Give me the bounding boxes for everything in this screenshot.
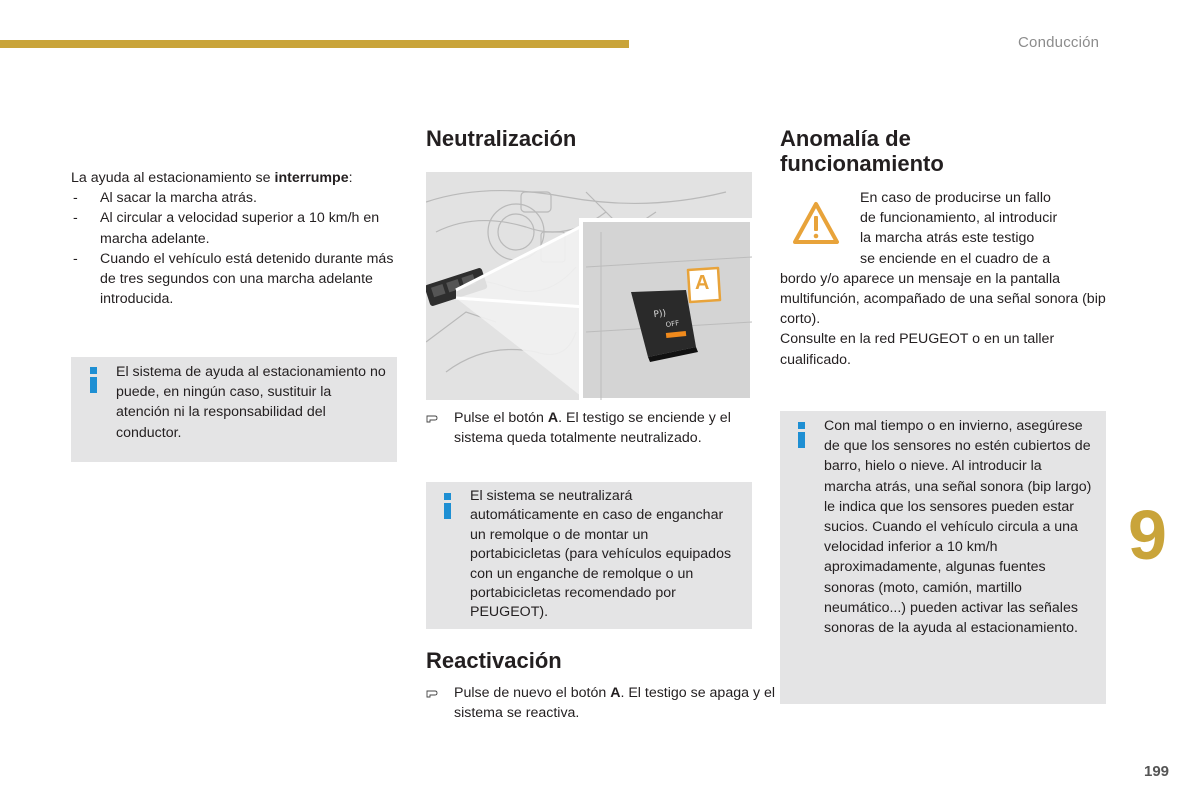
info-icon [798, 422, 806, 448]
running-header: Conducción [1018, 34, 1100, 51]
dashboard-illustration [426, 172, 752, 400]
svg-text:OFF: OFF [665, 319, 680, 329]
info-box-sensors [780, 411, 1106, 704]
info-box-auto-neutralization [426, 482, 752, 629]
header-accent-bar [0, 40, 629, 48]
list-item: - Al sacar la marcha atrás. [71, 188, 401, 208]
interruption-list [71, 188, 401, 309]
malfunction-text: En caso de producirse un fallo de funcionamiento, al introducir la marcha atrás este testigo se enciende en el cuadro de a bordo y/o aparece un mensaje en la pantalla multifunción, acompañado de una señal sonora (bip corto). Consulte en la red PEUGEOT o en un taller cualificado. [780, 190, 1106, 368]
column-interruption [71, 168, 401, 309]
page-number: 199 [1144, 763, 1170, 780]
info-icon [444, 493, 452, 519]
column-malfunction [780, 126, 1110, 176]
chapter-number: 9 [1128, 496, 1167, 574]
section-title-neutralizacion: Neutralización [426, 126, 577, 151]
info-text: El sistema de ayuda al estacionamiento no puede, en ningún caso, sustituir la atención ni la responsabilidad del conductor. [116, 364, 386, 441]
column-neutralization [426, 126, 756, 151]
interruption-intro: La ayuda al estacionamiento se interrumpe: [71, 170, 353, 186]
pointing-hand-icon [426, 412, 440, 424]
list-item: - Al circular a velocidad superior a 10 km/h en marcha adelante. [71, 208, 401, 248]
callout-label-a: A [695, 272, 710, 294]
pointing-hand-icon [426, 687, 440, 699]
info-text: El sistema se neutralizará automáticamente en caso de enganchar un remolque o de montar un portabicicletas (para vehículos equipados con un enganche de remolque o un portabicicletas recomendado por PEUGEOT). [470, 488, 732, 621]
info-box-responsibility [71, 357, 397, 462]
neutralize-step: Pulse el botón A. El testigo se enciende y el sistema queda totalmente neutralizado. [426, 408, 780, 448]
info-text: Con mal tiempo o en invierno, asegúrese de que los sensores no estén cubiertos de barro, hielo o nieve. Al introducir la marcha atrás, una señal sonora (bip largo) le indica que los sensores pueden estar sucios. Cuando el vehículo circula a una velocidad inferior a 10 km/h aproximadamente, algunas fuentes sonoras (moto, camión, martillo neumático...) pueden activar las señales sonoras de la ayuda al estacionamiento. [824, 418, 1092, 637]
svg-text:P)): P)) [653, 308, 667, 321]
info-icon [90, 367, 98, 393]
section-title-reactivacion: Reactivación [426, 648, 562, 673]
section-title-anomalia: Anomalía de funcionamiento [780, 126, 944, 176]
reactivate-step: Pulse de nuevo el botón A. El testigo se apaga y el sistema se reactiva. [426, 683, 780, 723]
list-item: - Cuando el vehículo está detenido durante más de tres segundos con una marcha adelante introducida. [71, 249, 401, 310]
